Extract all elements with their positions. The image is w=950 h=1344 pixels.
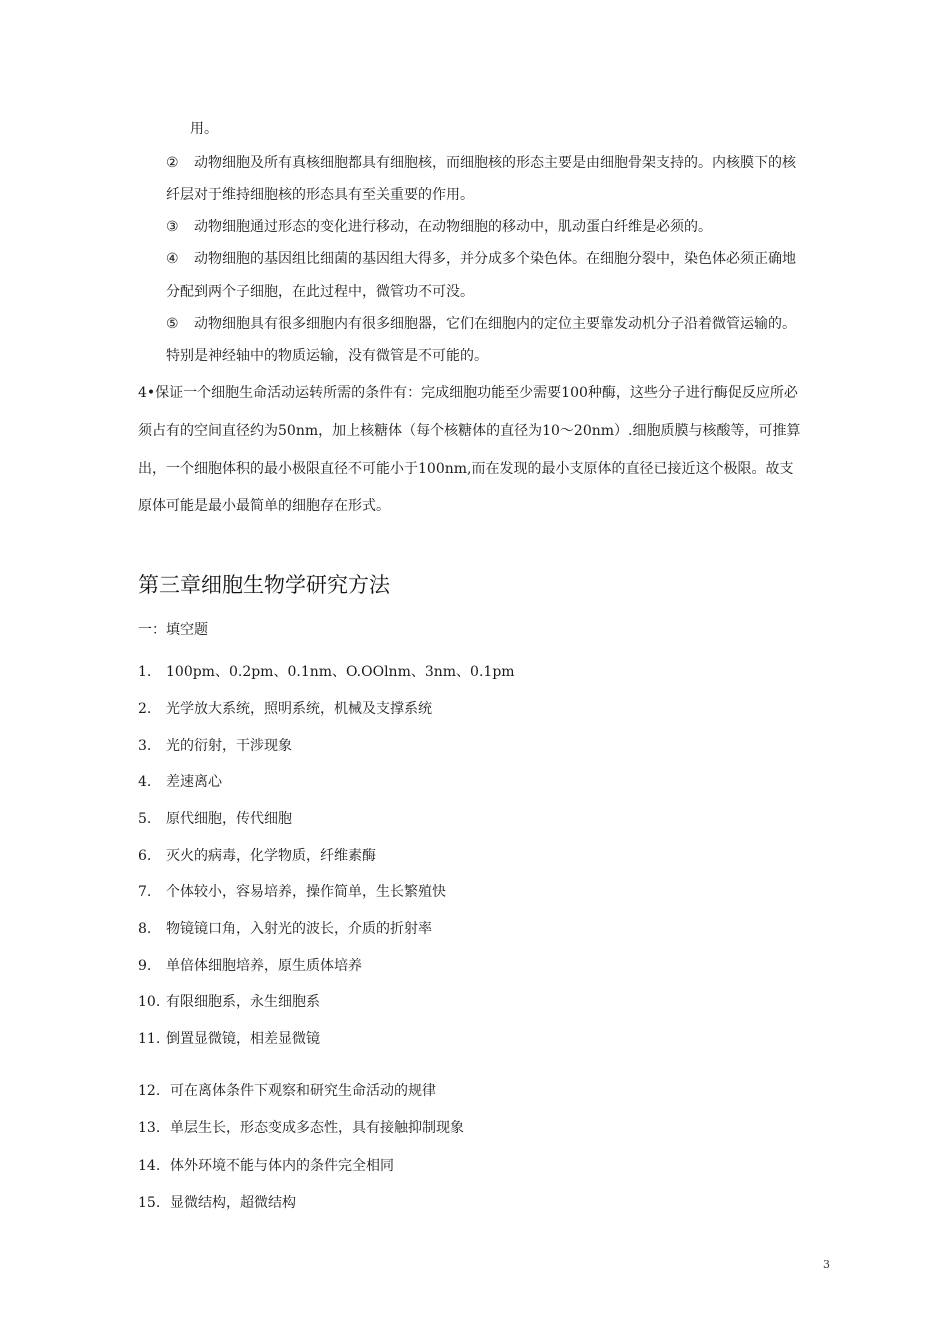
answer-number: 8. [138, 921, 152, 937]
answer-item [138, 1192, 296, 1212]
section-label: 一：填空题 [138, 622, 208, 638]
paragraph-line: 4•保证一个细胞生命活动运转所需的条件有：完成细胞功能至少需要100种酶，这些分子进行酶促反应所必 [138, 385, 798, 401]
item-text: 动物细胞及所有真核细胞都具有细胞核，而细胞核的形态主要是由细胞骨架支持的。内核膜下的核 [194, 155, 796, 171]
answer-item [138, 1117, 464, 1137]
page-number: 3 [823, 1258, 830, 1271]
answer-number: 2. [138, 701, 152, 717]
list-item [166, 152, 796, 172]
answer-number: 3. [138, 738, 152, 754]
answer-number: 1. [138, 664, 152, 680]
paragraph-line: 须占有的空间直径约为50nm，加上核糖体（每个核糖体的直径为10〜20nm）.细胞质膜与核酸等，可推算 [138, 423, 801, 439]
answer-item [138, 1028, 320, 1048]
answer-text: 单倍体细胞培养，原生质体培养 [166, 958, 362, 974]
item-text-continued: 特别是神经轴中的物质运输，没有微管是不可能的。 [166, 348, 488, 364]
answer-text: 个体较小，容易培养，操作简单，生长繁殖快 [166, 884, 446, 900]
answer-text: 有限细胞系，永生细胞系 [166, 994, 320, 1010]
answer-number: 9. [138, 958, 152, 974]
answer-text: 光学放大系统，照明系统，机械及支撑系统 [166, 701, 432, 717]
answer-item [138, 771, 222, 791]
item-marker: ② [166, 155, 179, 171]
item-marker: ⑤ [166, 316, 179, 332]
answer-item [138, 1155, 394, 1175]
answer-text: 单层生长，形态变成多态性，具有接触抑制现象 [170, 1120, 464, 1136]
item-text-continued: 分配到两个子细胞，在此过程中，微管功不可没。 [166, 284, 474, 300]
item-marker: ④ [166, 251, 179, 267]
answer-text: 原代细胞，传代细胞 [166, 811, 292, 827]
item-text: 动物细胞具有很多细胞内有很多细胞器，它们在细胞内的定位主要靠发动机分子沿着微管运输的。 [194, 316, 796, 332]
list-item [166, 313, 796, 333]
answer-number: 10. [138, 994, 161, 1010]
answer-item [138, 661, 515, 681]
answer-number: 14. [138, 1158, 161, 1174]
item-text-continued: 纤层对于维持细胞核的形态具有至关重要的作用。 [166, 187, 474, 203]
answer-item [138, 918, 432, 938]
answer-number: 4. [138, 774, 152, 790]
chapter-title: 第三章细胞生物学研究方法 [138, 573, 390, 597]
answer-item [138, 698, 432, 718]
answer-number: 7. [138, 884, 152, 900]
answer-item [138, 1080, 436, 1100]
answer-number: 5. [138, 811, 152, 827]
answer-text: 物镜镜口角，入射光的波长，介质的折射率 [166, 921, 432, 937]
answer-text: 倒置显微镜，相差显微镜 [166, 1031, 320, 1047]
list-item [166, 248, 796, 268]
answer-number: 13. [138, 1120, 161, 1136]
paragraph-line: 出，一个细胞体积的最小极限直径不可能小于100nm,而在发现的最小支原体的直径已接近这个极限。故支 [138, 461, 794, 477]
answer-item [138, 808, 292, 828]
answer-item [138, 735, 292, 755]
answer-number: 15. [138, 1195, 161, 1211]
continued-text: 用。 [190, 121, 218, 137]
answer-item [138, 991, 320, 1011]
answer-text: 显微结构，超微结构 [170, 1195, 296, 1211]
answer-text: 可在离体条件下观察和研究生命活动的规律 [170, 1083, 436, 1099]
item-text: 动物细胞通过形态的变化进行移动，在动物细胞的移动中，肌动蛋白纤维是必须的。 [194, 219, 712, 235]
paragraph-line: 原体可能是最小最简单的细胞存在形式。 [138, 498, 390, 514]
answer-item [138, 955, 362, 975]
answer-text: 灭火的病毒，化学物质，纤维素酶 [166, 848, 376, 864]
answer-number: 6. [138, 848, 152, 864]
answer-item [138, 881, 446, 901]
item-marker: ③ [166, 219, 179, 235]
answer-text: 光的衍射，干涉现象 [166, 738, 292, 754]
item-text: 动物细胞的基因组比细菌的基因组大得多，并分成多个染色体。在细胞分裂中，染色体必须正确地 [194, 251, 796, 267]
answer-number: 12. [138, 1083, 161, 1099]
answer-text: 差速离心 [166, 774, 222, 790]
answer-text: 100pm、0.2pm、0.1nm、O.OOlnm、3nm、0.1pm [166, 664, 515, 680]
answer-number: 11. [138, 1031, 161, 1047]
answer-item [138, 845, 376, 865]
answer-text: 体外环境不能与体内的条件完全相同 [170, 1158, 394, 1174]
list-item [166, 216, 712, 236]
